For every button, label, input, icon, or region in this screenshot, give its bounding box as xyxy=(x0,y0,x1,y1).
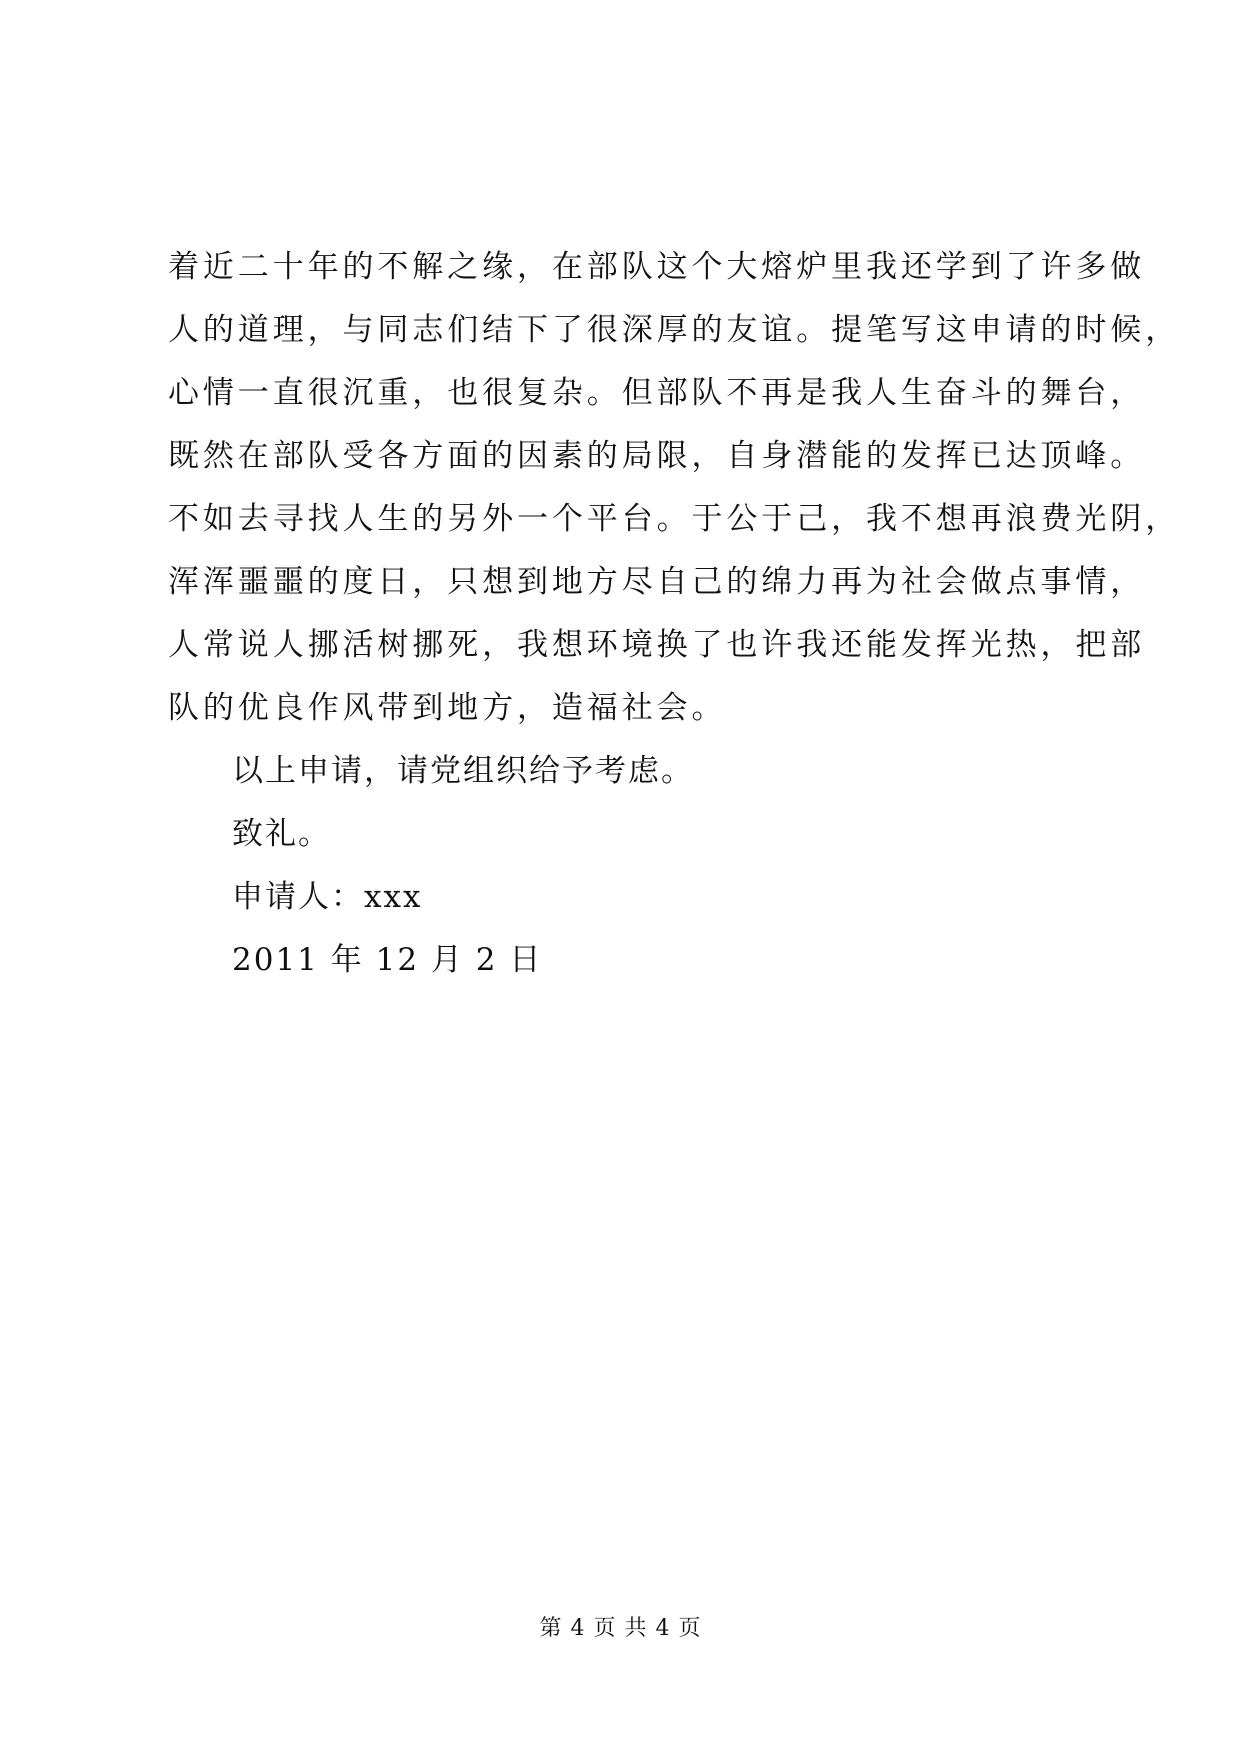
closing-request: 以上申请，请党组织给予考虑。 xyxy=(232,753,694,789)
page-footer xyxy=(0,1614,1241,1644)
paragraph-line-5: 不如去寻找人生的另外一个平台。于公于己，我不想再浪费光阴， xyxy=(168,501,1181,537)
salutation: 致礼。 xyxy=(232,816,331,852)
page-number: 第 4 页 共 4 页 xyxy=(539,1616,702,1641)
paragraph-line-8: 队的优良作风带到地方，造福社会。 xyxy=(168,690,727,726)
paragraph-line-3: 心情一直很沉重，也很复杂。但部队不再是我人生奋斗的舞台， xyxy=(168,375,1146,411)
letter-body xyxy=(168,236,1181,992)
applicant-signature: 申请人：xxx xyxy=(232,879,423,915)
paragraph-line-7: 人常说人挪活树挪死，我想环境换了也许我还能发挥光热，把部 xyxy=(168,627,1146,663)
paragraph-line-4: 既然在部队受各方面的因素的局限，自身潜能的发挥已达顶峰。 xyxy=(168,438,1146,474)
paragraph-line-1: 着近二十年的不解之缘，在部队这个大熔炉里我还学到了许多做 xyxy=(168,249,1146,285)
paragraph-line-2: 人的道理，与同志们结下了很深厚的友谊。提笔写这申请的时候， xyxy=(168,312,1181,348)
paragraph-line-6: 浑浑噩噩的度日，只想到地方尽自己的绵力再为社会做点事情， xyxy=(168,564,1146,600)
letter-date: 2011 年 12 月 2 日 xyxy=(232,942,543,978)
